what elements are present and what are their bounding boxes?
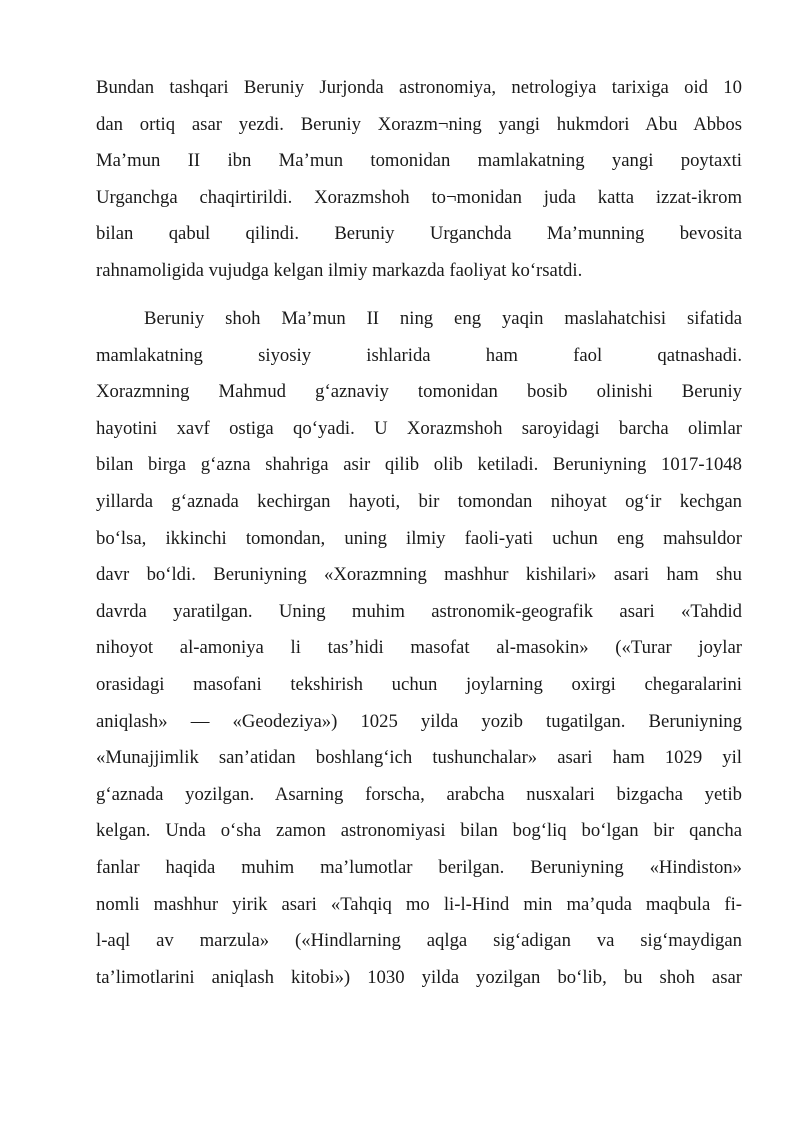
text-line: bilan qabul qilindi. Beruniy Urganchda Ma’munning bevosita (96, 223, 742, 245)
text-line: l-aql av marzula» («Hindlarning aqlga sig‘adigan va sig‘maydigan (96, 930, 742, 952)
text-line: bo‘lsa, ikkinchi tomondan, uning ilmiy faoli-yati uchun eng mahsuldor (96, 527, 742, 549)
text-line: Urganchga chaqirtirildi. Xorazmshoh to¬monidan juda katta izzat-ikrom (96, 186, 742, 208)
text-line: g‘aznada yozilgan. Asarning forscha, arabcha nusxalari bizgacha yetib (96, 783, 742, 805)
text-line: Beruniy shoh Ma’mun II ning eng yaqin maslahatchisi sifatida (144, 308, 742, 330)
text-line: dan ortiq asar yezdi. Beruniy Xorazm¬ning yangi hukmdori Abu Abbos (96, 113, 742, 135)
text-line: fanlar haqida muhim ma’lumotlar berilgan. Beruniyning «Hindiston» (96, 856, 742, 878)
text-line: davr bo‘ldi. Beruniyning «Xorazmning mashhur kishilari» asari ham shu (96, 564, 742, 586)
text-line: rahnamoligida vujudga kelgan ilmiy markazda faoliyat ko‘rsatdi. (96, 259, 583, 281)
text-line: nihoyot al-amoniya li tas’hidi masofat al-masokin» («Turar joylar (96, 637, 742, 659)
text-line: mamlakatning siyosiy ishlarida ham faol qatnashadi. (96, 344, 742, 366)
text-line: yillarda g‘aznada kechirgan hayoti, bir tomondan nihoyat og‘ir kechgan (96, 491, 742, 513)
paragraph-2 (96, 301, 742, 996)
text-line: ta’limotlarini aniqlash kitobi») 1030 yilda yozilgan bo‘lib, bu shoh asar (96, 966, 742, 988)
text-line: kelgan. Unda o‘sha zamon astronomiyasi bilan bog‘liq bo‘lgan bir qancha (96, 820, 742, 842)
text-line: bilan birga g‘azna shahriga asir qilib olib ketiladi. Beruniyning 1017-1048 (96, 454, 742, 476)
paragraph-1 (96, 70, 742, 290)
text-line: davrda yaratilgan. Uning muhim astronomik-geografik asari «Tahdid (96, 600, 742, 622)
text-line: Xorazmning Mahmud g‘aznaviy tomonidan bosib olinishi Beruniy (96, 381, 742, 403)
text-line: orasidagi masofani tekshirish uchun joylarning oxirgi chegaralarini (96, 674, 742, 695)
document-page (96, 70, 742, 996)
text-line: Bundan tashqari Beruniy Jurjonda astronomiya, netrologiya tarixiga oid 10 (96, 77, 742, 98)
text-line: «Munajjimlik san’atidan boshlang‘ich tushunchalar» asari ham 1029 yil (96, 747, 742, 769)
text-line: nomli mashhur yirik asari «Tahqiq mo li-l-Hind min ma’quda maqbula fi- (96, 893, 742, 915)
text-line: hayotini xavf ostiga qo‘yadi. U Xorazmshoh saroyidagi barcha olimlar (96, 417, 742, 439)
text-line: Ma’mun II ibn Ma’mun tomonidan mamlakatning yangi poytaxti (96, 150, 742, 172)
text-line: aniqlash» — «Geodeziya») 1025 yilda yozib tugatilgan. Beruniyning (96, 710, 742, 732)
